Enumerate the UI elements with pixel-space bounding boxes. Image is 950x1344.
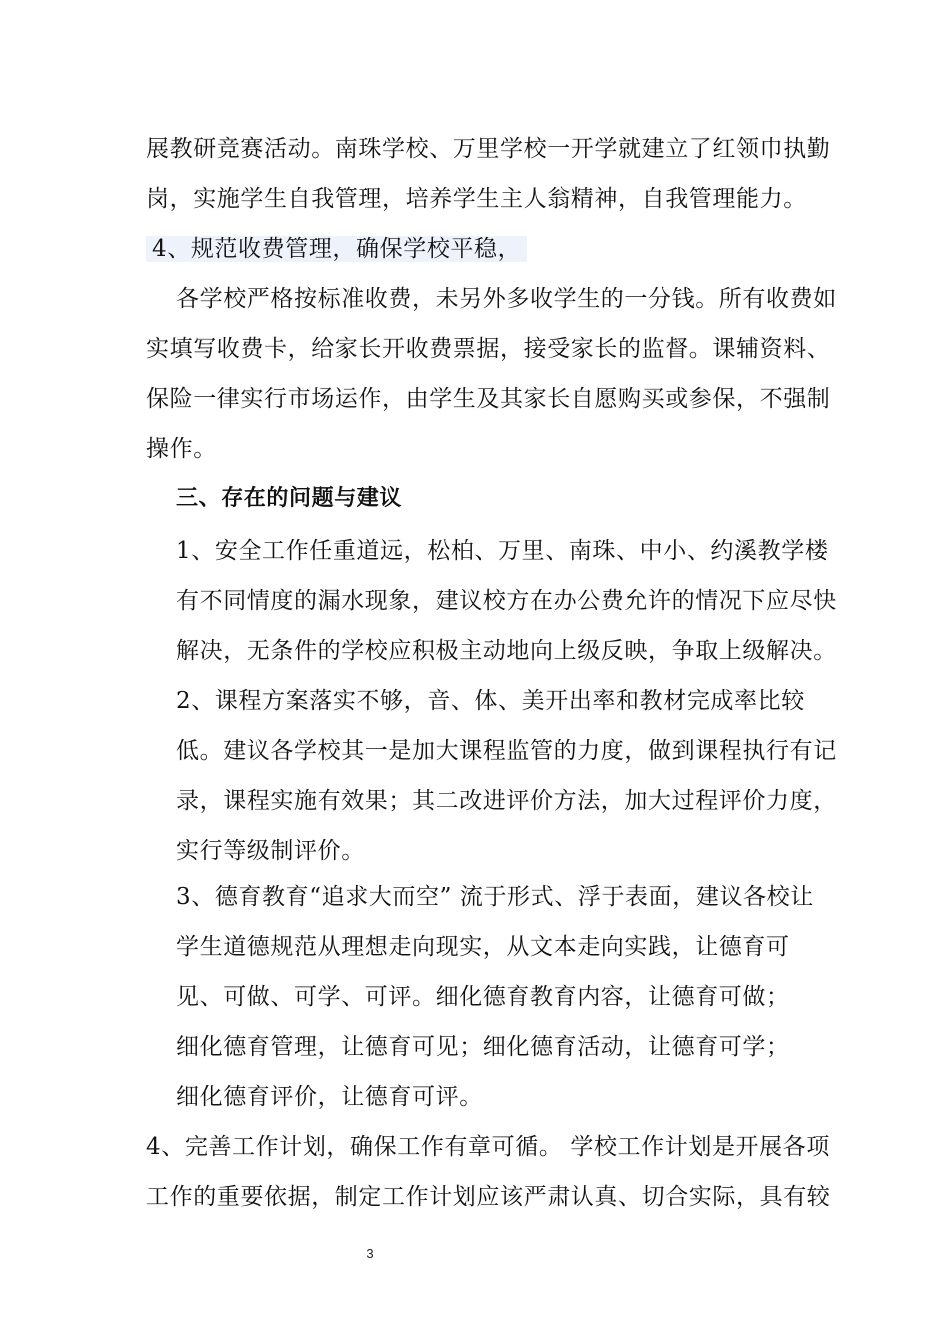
text-line: 实行等级制评价。 <box>176 838 365 864</box>
text-line: 细化德育评价，让德育可评。 <box>176 1084 483 1110</box>
text-line: 低。建议各学校其一是加大课程监管的力度，做到课程执行有记 <box>176 738 837 764</box>
shaded-text: 4、规范收费管理，确保学校平稳， <box>146 236 527 262</box>
page-number: 3 <box>366 1246 374 1261</box>
text-line: 3、德育教育“追求大而空” 流于形式、浮于表面，建议各校让 <box>176 884 814 910</box>
section-heading: 三、存在的问题与建议 <box>176 486 403 511</box>
text-line: 学生道德规范从理想走向现实，从文本走向实践，让德育可 <box>176 934 790 960</box>
text-line: 解决，无条件的学校应积极主动地向上级反映，争取上级解决。 <box>176 638 837 664</box>
text-line: 1、安全工作任重道远，松柏、万里、南珠、中小、约溪教学楼 <box>176 538 829 564</box>
text-line: 保险一律实行市场运作，由学生及其家长自愿购买或参保，不强制 <box>146 386 831 412</box>
text-line: 工作的重要依据，制定工作计划应该严肃认真、切合实际，具有较 <box>146 1184 831 1210</box>
text-line: 见、可做、可学、可评。细化德育教育内容，让德育可做； <box>176 984 790 1010</box>
text-line: 有不同情度的漏水现象，建议校方在办公费允许的情况下应尽快 <box>176 588 837 614</box>
text-line: 岗，实施学生自我管理，培养学生主人翁精神，自我管理能力。 <box>146 186 807 212</box>
text-line: 4、完善工作计划，确保工作有章可循。 学校工作计划是开展各项 <box>146 1134 830 1160</box>
text-line: 展教研竞赛活动。南珠学校、万里学校一开学就建立了红领巾执勤 <box>146 136 831 162</box>
text-line: 录，课程实施有效果；其二改进评价方法，加大过程评价力度， <box>176 788 837 814</box>
text-line: 操作。 <box>146 436 217 462</box>
text-line: 2、课程方案落实不够，音、体、美开出率和教材完成率比较 <box>176 688 805 714</box>
text-line: 各学校严格按标准收费，未另外多收学生的一分钱。所有收费如 <box>176 286 837 312</box>
text-line: 细化德育管理，让德育可见；细化德育活动，让德育可学； <box>176 1034 790 1060</box>
text-line: 实填写收费卡，给家长开收费票据，接受家长的监督。课辅资料、 <box>146 336 831 362</box>
subheading-fees <box>146 234 527 264</box>
